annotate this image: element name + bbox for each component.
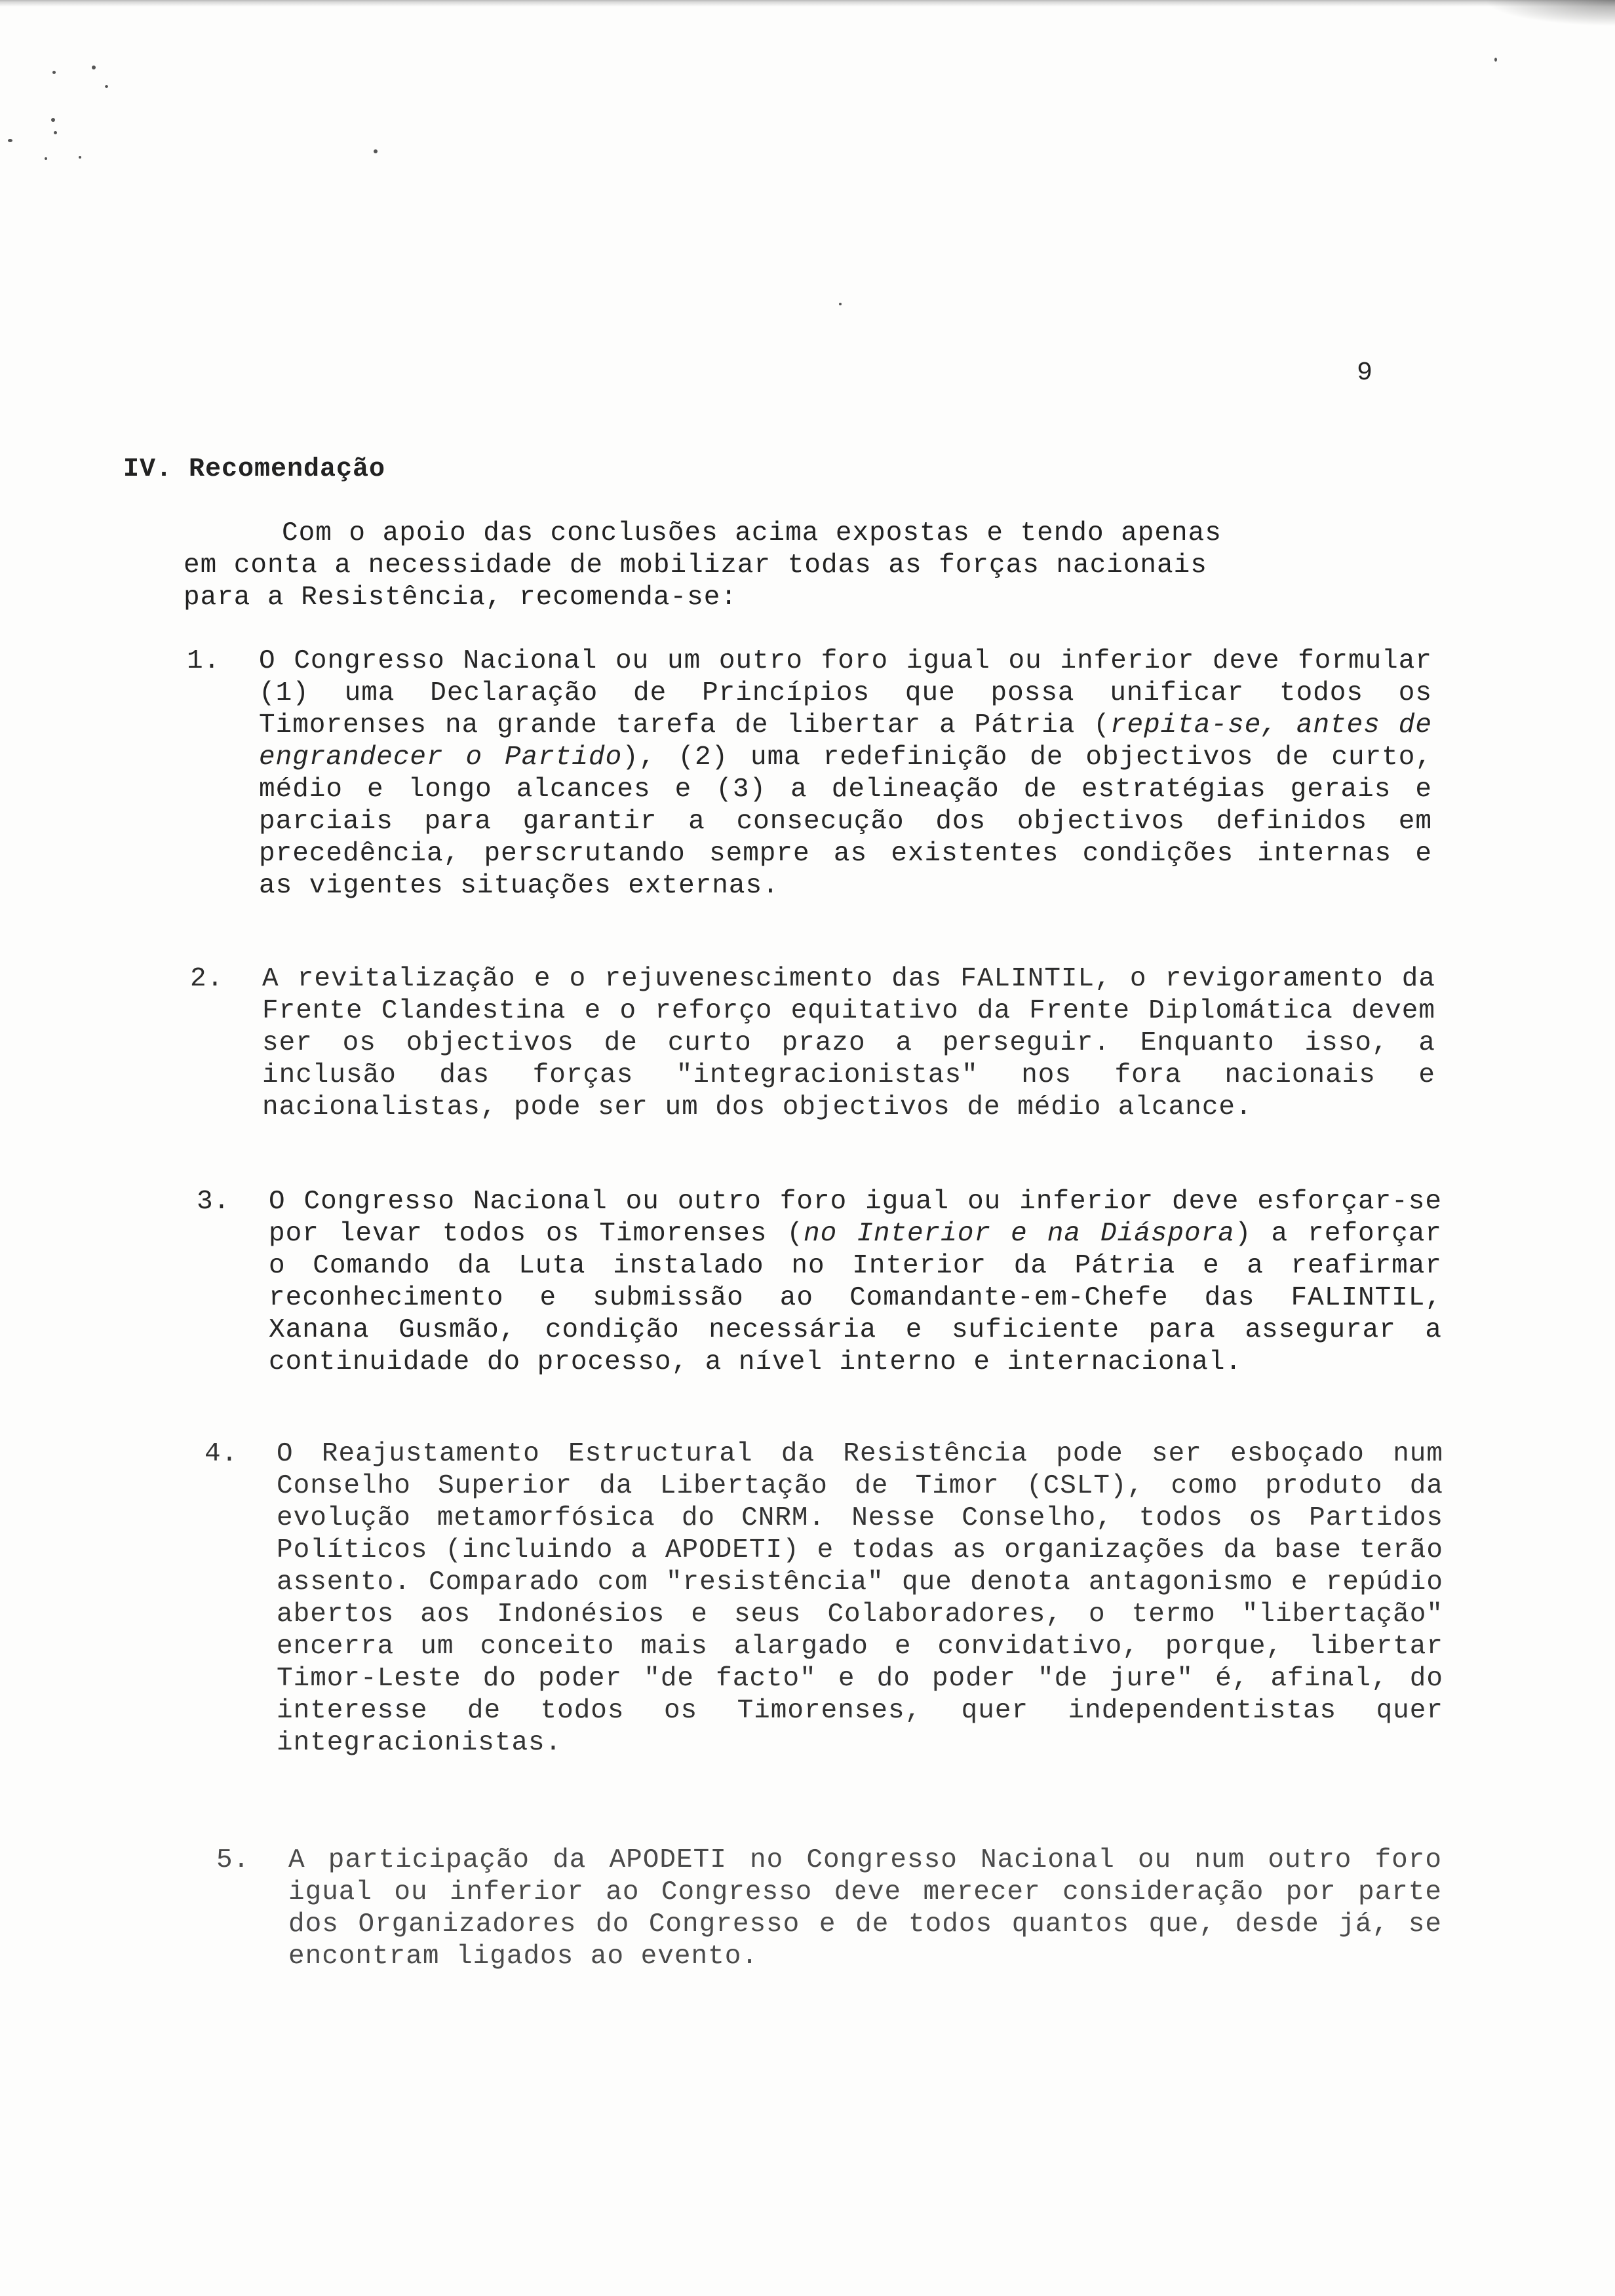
recommendation-item xyxy=(187,645,1432,934)
scan-speck xyxy=(8,139,12,142)
scan-speck xyxy=(374,149,378,153)
recommendation-text-part: ), (2) uma redefinição de objectivos de curto, médio e longo alcances e (3) a delineação de estratégias gerais e parciais para garantir a consecução dos objectivos definidos em precedência, perscrutando sempre as existentes condições internas e as vigentes situações externas. xyxy=(259,742,1432,901)
recommendation-text: O Reajustamento Estructural da Resistência pode ser esboçado num Conselho Superior da Libertação de Timor (CSLT), como produto da evolução metamorfósica do CNRM. Nesse Conselho, todos os Partidos Políticos (incluindo a APODETI) e todas as organizações da base terão assento. Comparado com "resistência" que denota antagonismo e repúdio abertos aos Indonésios e seus Colaboradores, o termo "libertação" encerra um conceito mais alargado e convidativo, porque, libertar Timor-Leste do poder "de facto" e do poder "de jure" é, afinal, do interesse de todos os Timorenses, quer independentistas quer integracionistas. xyxy=(277,1439,1443,1758)
scan-speck xyxy=(79,156,81,159)
scan-speck xyxy=(839,303,842,305)
page-number: 9 xyxy=(1357,358,1373,388)
recommendation-text: A revitalização e o rejuvenescimento das FALINTIL, o revigoramento da Frente Clandestina e o reforço equitativo da Frente Diplomática devem ser os objectivos de curto prazo a perseguir. Enquanto isso, a inclusão das forças "integracionistas" nos fora nacionais e nacionalistas, pode ser um dos objectivos de médio alcance. xyxy=(262,964,1435,1122)
scan-edge-artifact xyxy=(0,0,1615,7)
recommendation-number: 3. xyxy=(197,1187,231,1217)
recommendation-text-part: O Congresso Nacional ou um outro foro igual ou inferior deve formular (1) uma Declaração de Princípios que possa unificar todos os Timorenses na grande tarefa de libertar a Pátria ( xyxy=(259,646,1432,740)
recommendation-italic-text: repita-se, antes de engrandecer o Partido xyxy=(259,710,1432,773)
intro-line: em conta a necessidade de mobilizar todas as forças nacionais xyxy=(184,550,1207,581)
scan-corner-artifact xyxy=(1484,0,1615,26)
recommendation-number: 4. xyxy=(204,1439,239,1469)
recommendation-number: 1. xyxy=(187,646,221,676)
recommendation-item xyxy=(197,1186,1442,1402)
recommendation-text xyxy=(269,1186,1442,1379)
scan-speck xyxy=(105,85,108,88)
recommendation-item xyxy=(190,963,1435,1160)
scan-speck xyxy=(1494,58,1497,62)
recommendation-item xyxy=(216,1845,1449,2035)
recommendation-number: 5. xyxy=(216,1845,250,1875)
scan-speck xyxy=(45,157,47,160)
intro-paragraph xyxy=(184,518,1403,614)
scan-speck xyxy=(92,66,96,69)
recommendation-italic-text: no Interior e na Diáspora xyxy=(803,1219,1235,1249)
intro-line: Com o apoio das conclusões acima expostas e tendo apenas xyxy=(282,518,1222,548)
section-heading: IV. Recomendação xyxy=(123,455,386,484)
scan-speck xyxy=(51,118,55,122)
scan-speck xyxy=(54,131,57,134)
intro-line: para a Resistência, recomenda-se: xyxy=(184,583,737,613)
recommendation-text-part: ) a reforçar o Comando da Luta instalado no Interior da Pátria e a reafirmar reconhecimento e submissão ao Comandante-em-Chefe das FALINTIL, Xanana Gusmão, condição necessária e suficiente para assegurar a continuidade do processo, a nível interno e internacional. xyxy=(269,1219,1442,1377)
scan-speck xyxy=(52,71,56,74)
recommendation-text-part: O Congresso Nacional ou outro foro igual ou inferior deve esforçar-se por levar todos os Timorenses ( xyxy=(269,1187,1442,1249)
recommendation-item xyxy=(204,1438,1450,1825)
recommendation-text: A participação da APODETI no Congresso Nacional ou num outro foro igual ou inferior ao Congresso deve merecer consideração por parte dos Organizadores do Congresso e de todos quantos que, desde já, se encontram ligados ao evento. xyxy=(288,1845,1442,1972)
recommendation-text xyxy=(259,645,1432,902)
recommendation-number: 2. xyxy=(190,964,224,994)
